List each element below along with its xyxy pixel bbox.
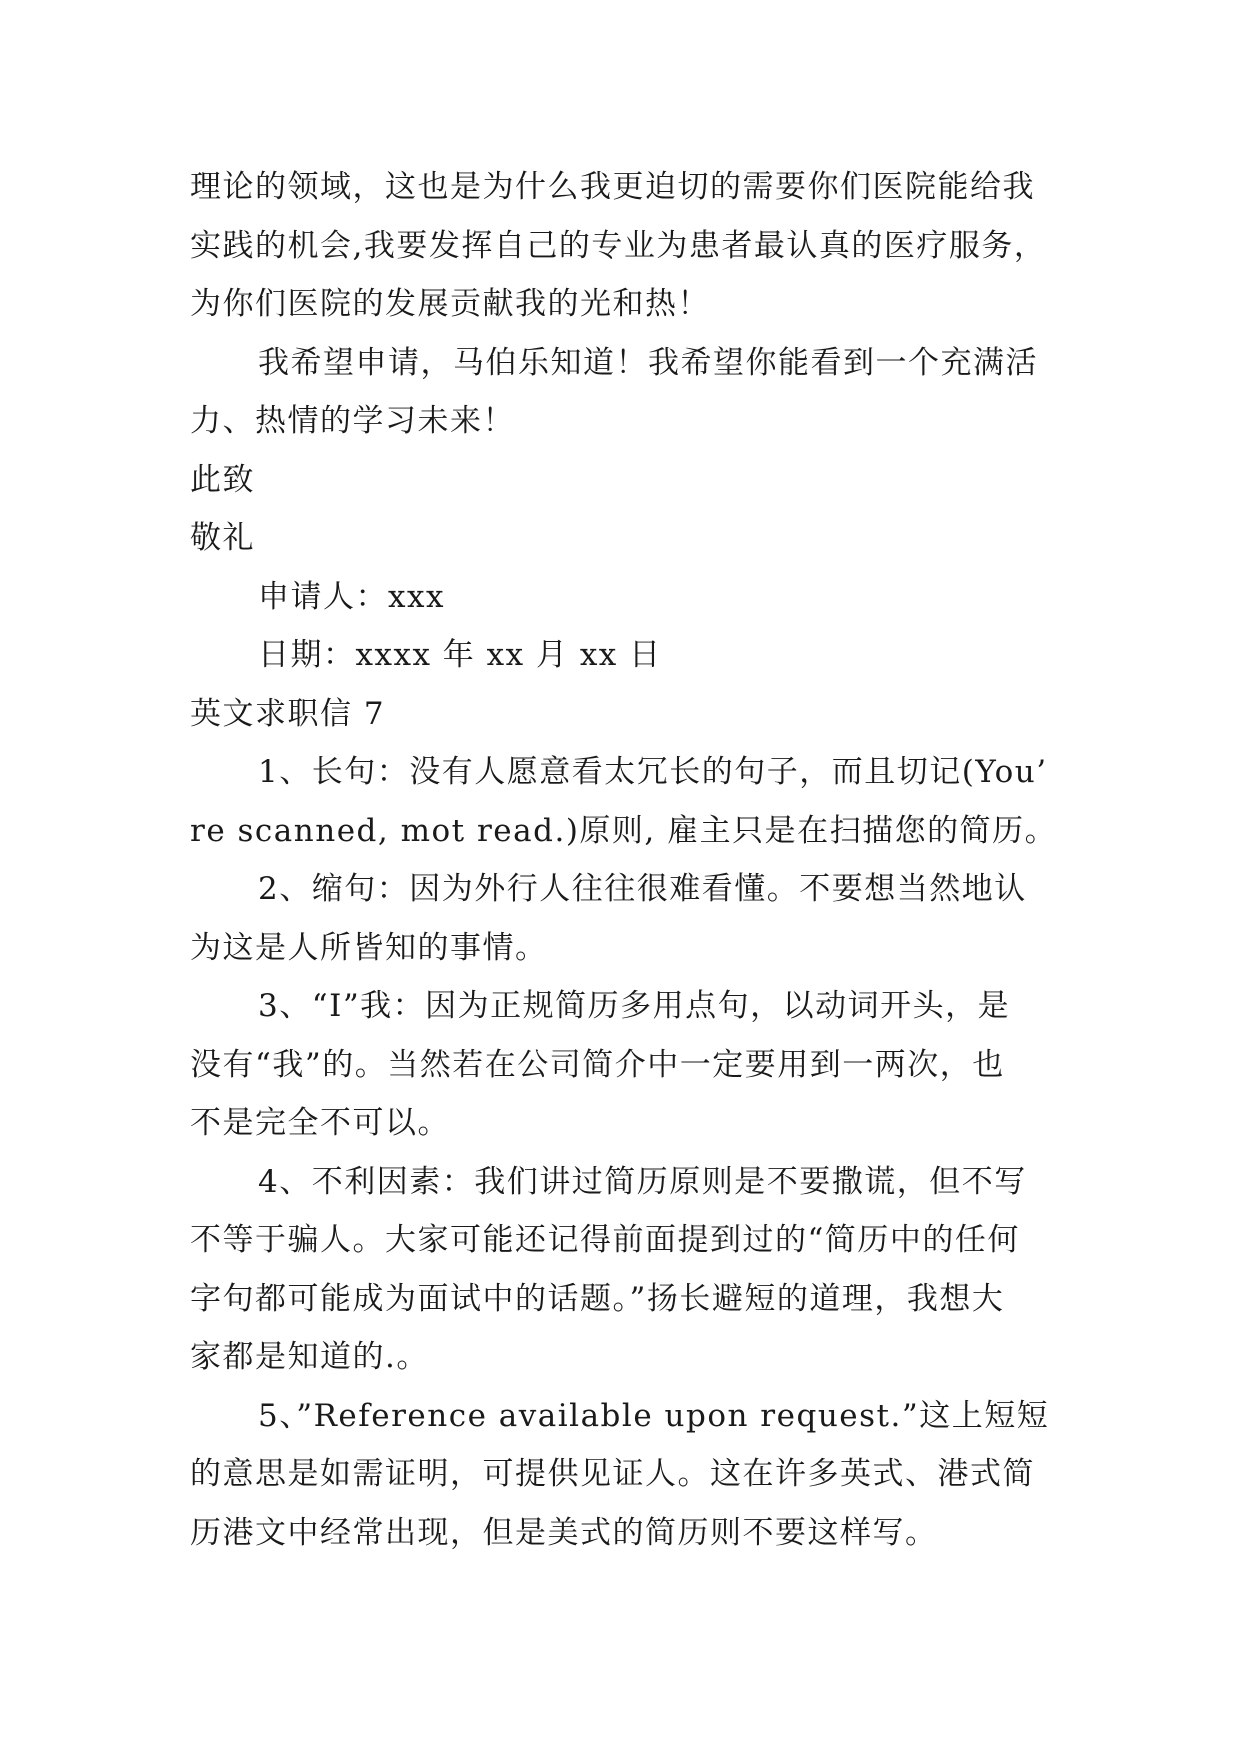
list-item-1: 1、长句：没有人愿意看太冗长的句子，而且切记(You’ — [258, 754, 1048, 790]
text-line: 没有“我”的。当然若在公司简介中一定要用到一两次，也 — [190, 1046, 1005, 1083]
list-item-3: 3、“I”我：因为正规简历多用点句，以动词开头，是 — [258, 988, 1011, 1024]
text-line: 字句都可能成为面试中的话题。”扬长避短的道理，我想大 — [190, 1280, 1005, 1317]
list-item-5: 5、”Reference available upon request.”这上短短 — [258, 1397, 1050, 1434]
text-line: re scanned, mot read.)原则, 雇主只是在扫描您的简历。 — [190, 812, 1058, 849]
applicant-signature: 申请人：xxx — [258, 578, 445, 615]
text-line: 历港文中经常出现，但是美式的简历则不要这样写。 — [190, 1514, 938, 1551]
signature-date: 日期：xxxx 年 xx 月 xx 日 — [258, 637, 662, 673]
paragraph-start-line: 我希望申请，马伯乐知道！我希望你能看到一个充满活 — [258, 344, 1038, 381]
text-line: 力、热情的学习未来！ — [190, 403, 515, 439]
text-line: 的意思是如需证明，可提供见证人。这在许多英式、港式简 — [190, 1456, 1035, 1492]
text-line: 家都是知道的.。 — [190, 1339, 429, 1375]
text-line: 不是完全不可以。 — [190, 1105, 450, 1141]
closing-salutation: 此致 — [190, 461, 255, 498]
closing-regards: 敬礼 — [190, 520, 255, 556]
document-page — [190, 158, 1060, 1562]
list-item-2: 2、缩句：因为外行人往往很难看懂。不要想当然地认 — [258, 871, 1027, 907]
section-heading: 英文求职信 7 — [190, 695, 386, 732]
text-line: 不等于骗人。大家可能还记得前面提到过的“简历中的任何 — [190, 1222, 1020, 1258]
text-line: 为这是人所皆知的事情。 — [190, 929, 548, 966]
text-line: 实践的机会,我要发挥自己的专业为患者最认真的医疗服务， — [190, 227, 1047, 264]
list-item-4: 4、不利因素：我们讲过简历原则是不要撒谎，但不写 — [258, 1163, 1027, 1200]
text-line: 为你们医院的发展贡献我的光和热！ — [190, 286, 710, 322]
text-line: 理论的领域，这也是为什么我更迫切的需要你们医院能给我 — [190, 169, 1035, 205]
